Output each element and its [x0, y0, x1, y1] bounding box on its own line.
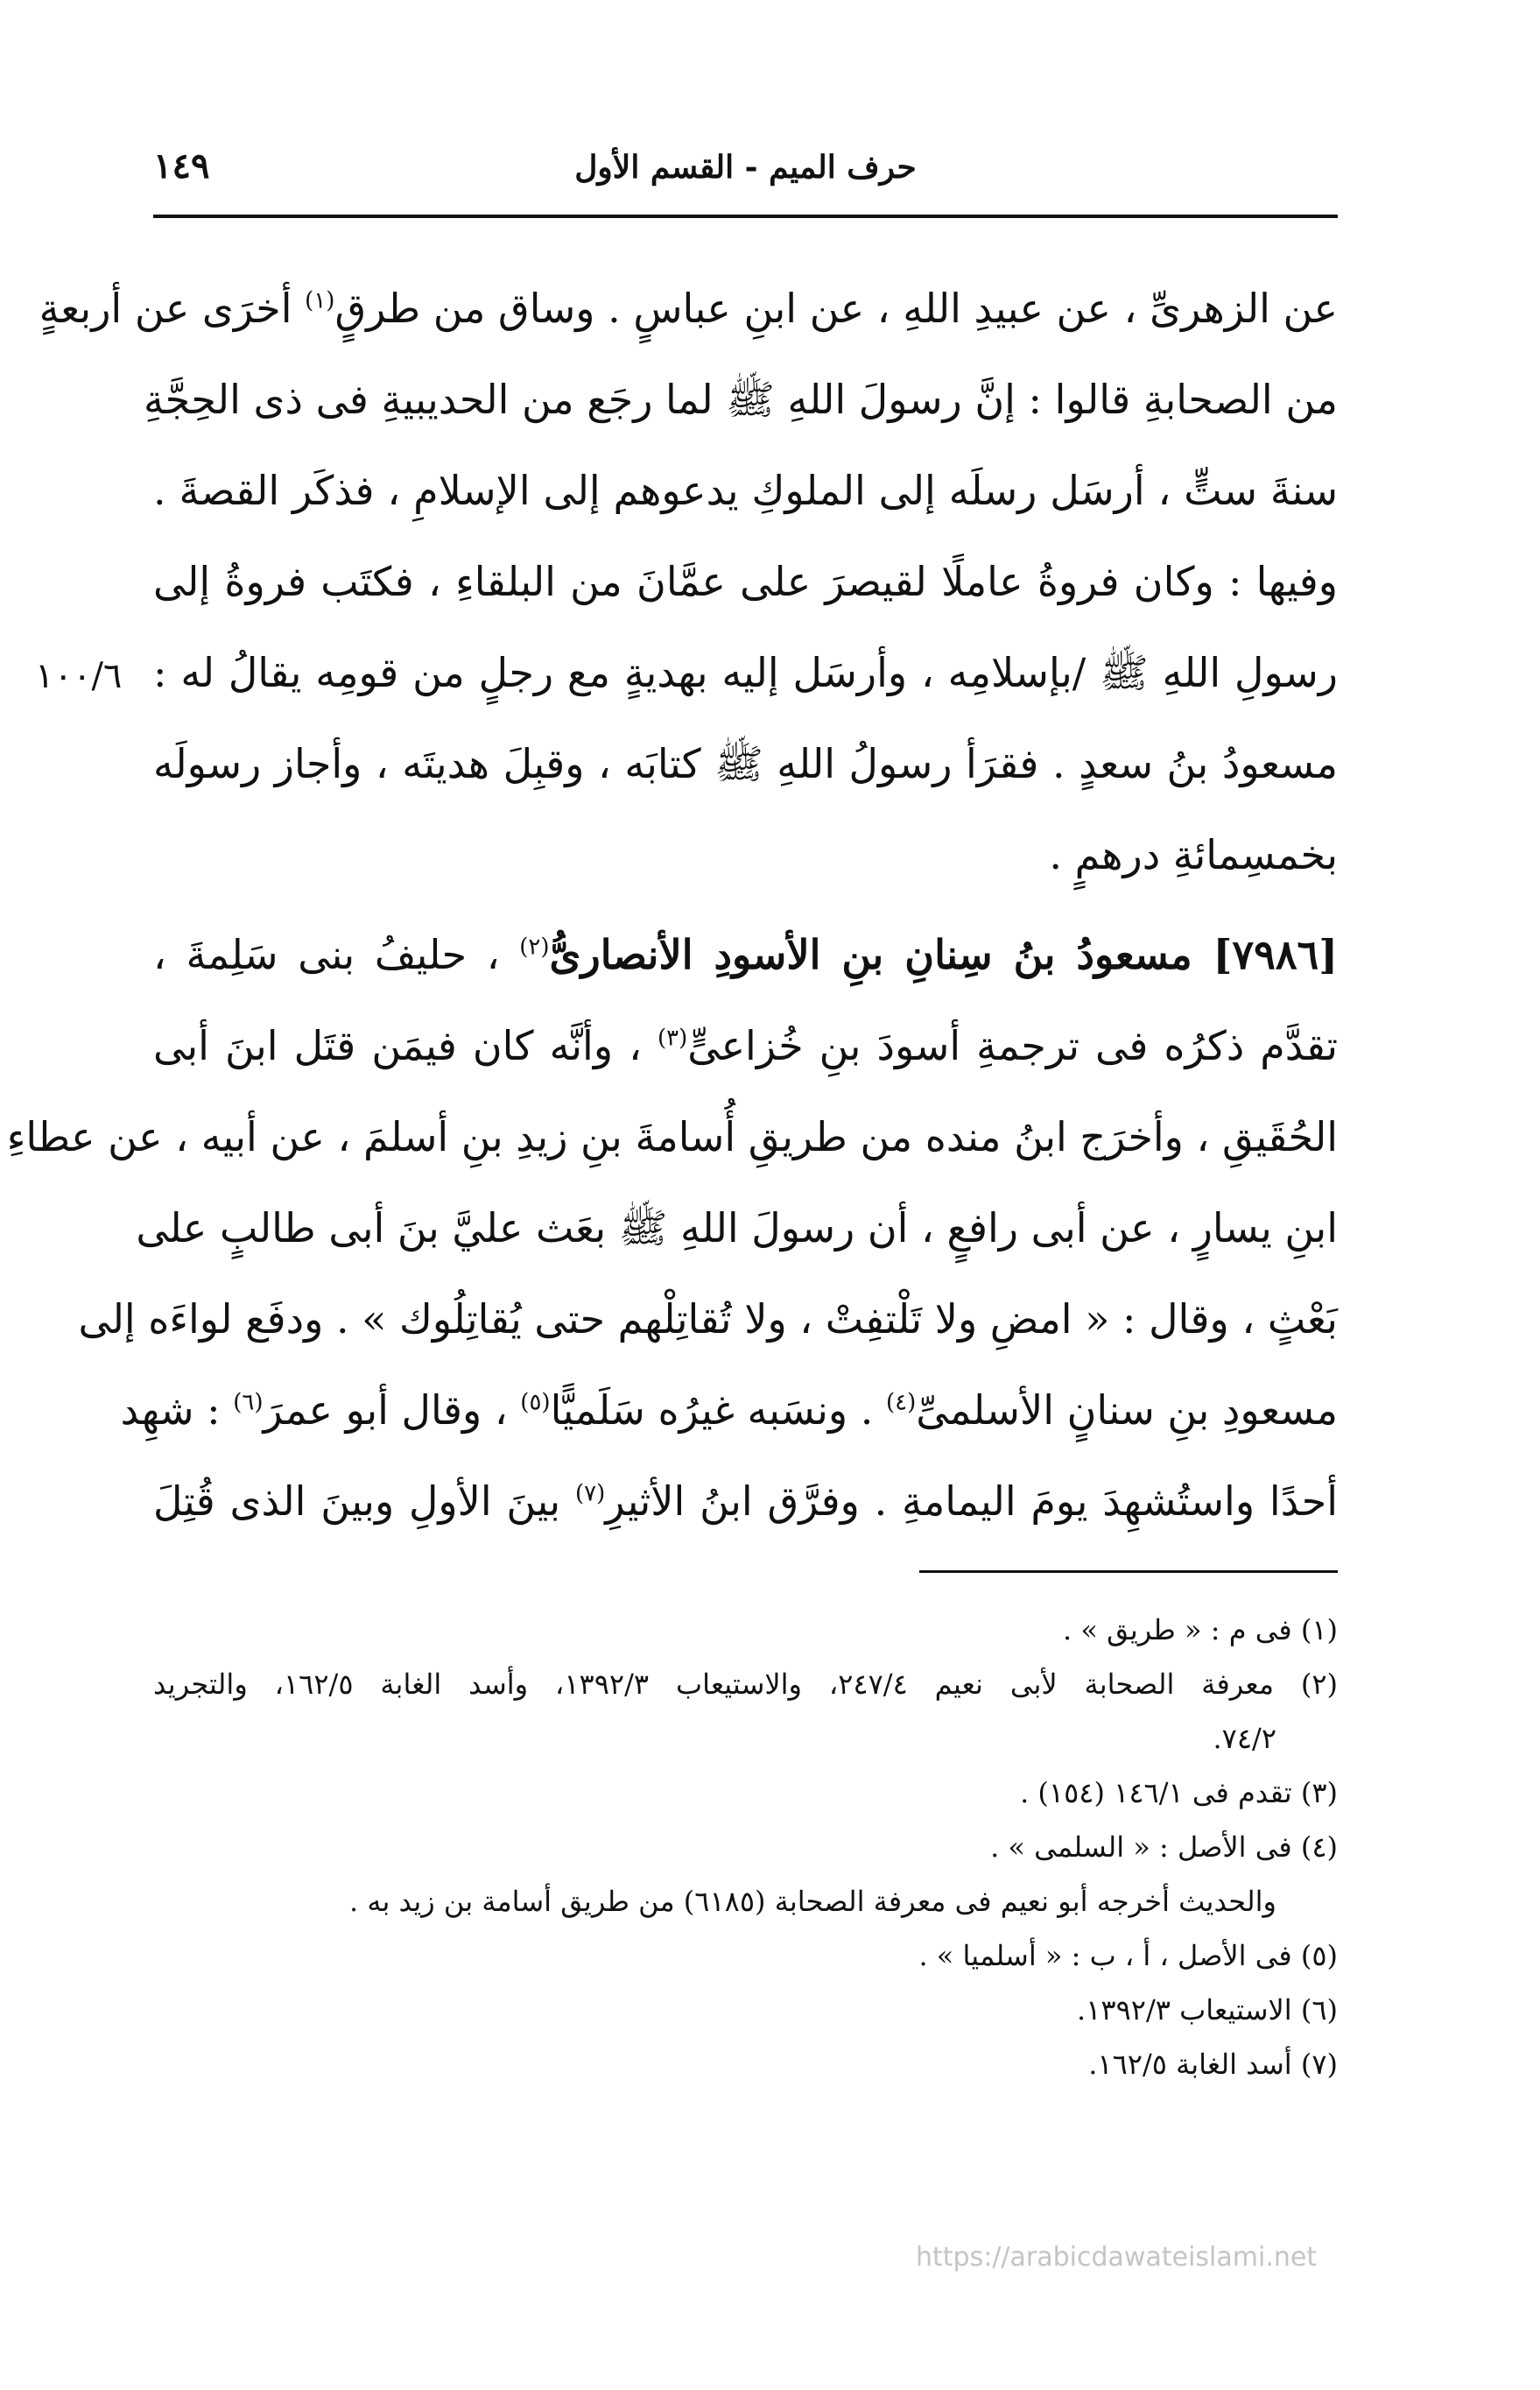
text-line: ابنِ يسارٍ ، عن أبى رافعٍ ، أن رسولَ اللهِ ﷺ بعَث عليَّ بنَ أبى طالبٍ على: [136, 1204, 1338, 1251]
footnote-line: (٤) فى الأصل : « السلمى » .: [990, 1830, 1338, 1864]
footnote-line: (٧) أسد الغابة ١٦٢/٥.: [1088, 2048, 1338, 2081]
footnote-ref: (١): [305, 287, 335, 314]
footnote-ref: (٣): [657, 1025, 688, 1052]
footnote-line: (٢) معرفة الصحابة لأبى نعيم ٢٤٧/٤، والاستيعاب ١٣٩٢/٣، وأسد الغابة ١٦٢/٥، والتجريد: [153, 1667, 1339, 1701]
text-line: بَعْثٍ ، وقال : « امضِ ولا تَلْتفِتْ ، ولا تُقاتِلْهم حتى يُقاتِلُوك » . ودفَع لواءَه إلى: [78, 1295, 1338, 1343]
entry-heading-line: [٧٩٨٦] مسعودُ بنُ سِنانِ بنِ الأسودِ الأنصارىُّ$^{(٢)}$ ، حليفُ بنى سَلِمةَ ،: [153, 931, 1338, 978]
footnote-line: (٥) فى الأصل ، أ ، ب : « أسلميا » .: [918, 1939, 1338, 1972]
footnotes: [153, 1603, 1338, 2091]
text-line: مسعودُ بنُ سعدٍ . فقرَأ رسولُ اللهِ ﷺ كتابَه ، وقبِلَ هديتَه ، وأجاز رسولَه: [153, 740, 1338, 787]
text-line: رسولِ اللهِ ﷺ /بإسلامِه ، وأرسَل إليه بهديةٍ مع رجلٍ من قومِه يقالُ له :: [153, 649, 1338, 696]
page-header: [153, 138, 1338, 200]
entry-heading: [٧٩٨٦] مسعودُ بنُ سِنانِ بنِ الأسودِ الأنصارىُّ: [549, 931, 1338, 978]
footnote-line: (٦) الاستيعاب ١٣٩٢/٣.: [1077, 1993, 1338, 2027]
running-title: حرف الميم - القسم الأول: [574, 149, 917, 186]
margin-reference: ١٠٠/٦: [35, 656, 123, 696]
text-line: تقدَّم ذكرُه فى ترجمةِ أسودَ بنِ خُزاعىٍّ$^{(٣)}$ ، وأنَّه كان فيمَن قتَل ابنَ أبى: [153, 1022, 1338, 1069]
text-line: أحدًا واستُشهِدَ يومَ اليمامةِ . وفرَّق ابنُ الأثيرِ$^{(٧)}$ بينَ الأولِ وبينَ الذى قُتِلَ: [153, 1477, 1338, 1525]
footnote-ref: (٤): [885, 1389, 917, 1416]
text-line: الحُقَيقِ ، وأخرَج ابنُ منده من طريقِ أُسامةَ بنِ زيدِ بنِ أسلمَ ، عن أبيه ، عن عطاءِ: [6, 1113, 1338, 1160]
text-line: وفيها : وكان فروةُ عاملًا لقيصرَ على عمَّانَ من البلقاءِ ، فكتَب فروةُ إلى: [153, 558, 1338, 605]
footnote-rule: [919, 1570, 1338, 1573]
footnote-line: (٣) تقدم فى ١٤٦/١ (١٥٤) .: [1020, 1776, 1338, 1809]
footnote-ref: (٢): [519, 934, 550, 961]
footnote-ref: (٧): [574, 1480, 606, 1507]
footnote-line: ٧٤/٢.: [1213, 1722, 1276, 1755]
page-number: ١٤٩: [153, 145, 210, 187]
footnote-ref: (٦): [233, 1389, 264, 1416]
watermark-url: https://arabicdawateislami.net: [916, 2242, 1318, 2273]
footnote-ref: (٥): [520, 1389, 551, 1416]
header-rule: [153, 215, 1338, 218]
text-line: من الصحابةِ قالوا : إنَّ رسولَ اللهِ ﷺ لما رجَع من الحديبيةِ فى ذى الحِجَّةِ: [144, 376, 1338, 423]
text-line: عن الزهرىِّ ، عن عبيدِ اللهِ ، عن ابنِ عباسٍ . وساق من طرقٍ$^{(١)}$ أخرَى عن أربعةٍ: [39, 285, 1338, 332]
text-line: مسعودِ بنِ سنانٍ الأسلمىِّ$^{(٤)}$ . ونسَبه غيرُه سَلَميًّا$^{(٥)}$ ، وقال أبو عمرَ$^{(٦)}$ : شهِد: [120, 1386, 1338, 1434]
footnote-line: (١) فى م : « طريق » .: [1063, 1613, 1338, 1646]
footnote-line: والحديث أخرجه أبو نعيم فى معرفة الصحابة (٦١٨٥) من طريق أسامة بن زيد به .: [348, 1885, 1276, 1918]
text-line: بخمسِمائةِ درهمٍ .: [1049, 831, 1338, 878]
text-line: سنةَ ستٍّ ، أرسَل رسلَه إلى الملوكِ يدعوهم إلى الإسلامِ ، فذكَر القصةَ .: [153, 467, 1338, 514]
